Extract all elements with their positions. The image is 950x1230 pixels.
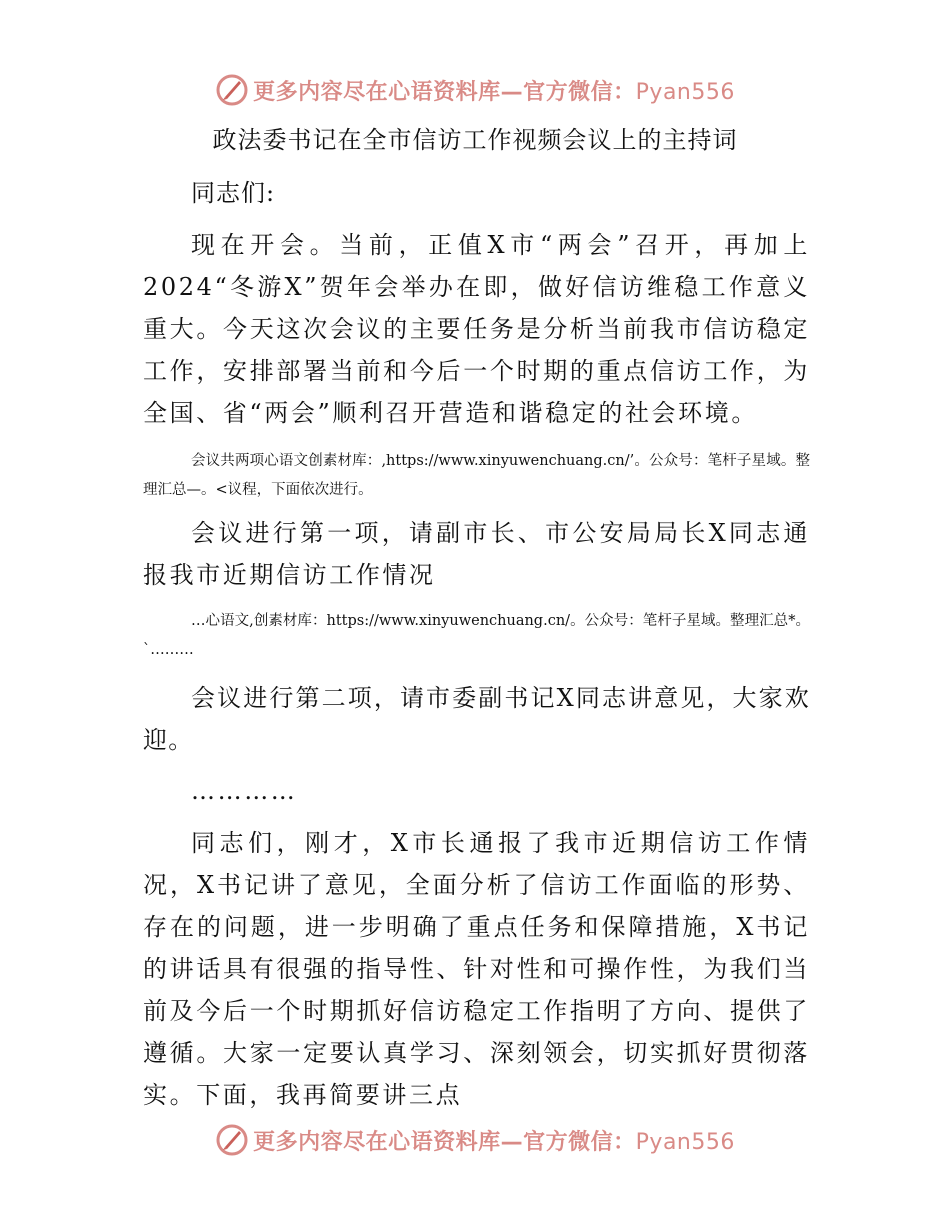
watermark-brand: 更多内容尽在心语资料库 bbox=[253, 79, 501, 105]
watermark-separator: — bbox=[500, 79, 524, 105]
quill-ink-icon bbox=[215, 73, 249, 107]
greeting: 同志们: bbox=[191, 179, 276, 207]
note-ellipsis: …心语文,创素材库：https://www.xinyuwenchuang.cn/。公众号：笔杆子星域。整理汇总*。`……… bbox=[143, 613, 810, 658]
watermark-wechat-id: Pyan556 bbox=[635, 79, 735, 105]
watermark-text bbox=[253, 75, 735, 106]
document-title: 政法委书记在全市信访工作视频会议上的主持词 bbox=[212, 126, 738, 154]
paragraph-ellipsis: ………… bbox=[191, 777, 298, 805]
paragraph-item-two: 会议进行第二项，请市委副书记X同志讲意见，大家欢迎。 bbox=[143, 684, 810, 754]
paragraph-item-one: 会议进行第一项，请副市长、市公安局局长X同志通报我市近期信访工作情况 bbox=[143, 519, 810, 589]
note-agenda: 会议共两项心语文创素材库：,https://www.xinyuwenchuang.cn/’。公众号：笔杆子星域。整理汇总—。<议程，下面依次进行。 bbox=[143, 453, 810, 498]
watermark-wechat-id: Pyan556 bbox=[635, 1129, 735, 1155]
watermark-separator: — bbox=[500, 1129, 524, 1155]
watermark-banner-bottom bbox=[0, 1120, 950, 1160]
watermark-banner-top bbox=[0, 70, 950, 110]
paragraph-opening: 现在开会。当前，正值X市“两会”召开，再加上2024“冬游X”贺年会举办在即，做好信访维稳工作意义重大。今天这次会议的主要任务是分析当前我市信访稳定工作，安排部署当前和今后一个时期的重点信访工作，为全国、省“两会”顺利召开营造和谐稳定的社会环境。 bbox=[143, 231, 810, 427]
watermark-wechat-label: 官方微信： bbox=[523, 1129, 636, 1155]
watermark-brand: 更多内容尽在心语资料库 bbox=[253, 1129, 501, 1155]
paragraph-closing: 同志们，刚才，X市长通报了我市近期信访工作情况，X书记讲了意见，全面分析了信访工作面临的形势、存在的问题，进一步明确了重点任务和保障措施，X书记的讲话具有很强的指导性、针对性和可操作性，为我们当前及今后一个时期抓好信访稳定工作指明了方向、提供了遵循。大家一定要认真学习、深刻领会，切实抓好贯彻落实。下面，我再简要讲三点 bbox=[143, 829, 810, 1109]
quill-ink-icon bbox=[215, 1123, 249, 1157]
watermark-text bbox=[253, 1125, 735, 1156]
watermark-wechat-label: 官方微信： bbox=[523, 79, 636, 105]
